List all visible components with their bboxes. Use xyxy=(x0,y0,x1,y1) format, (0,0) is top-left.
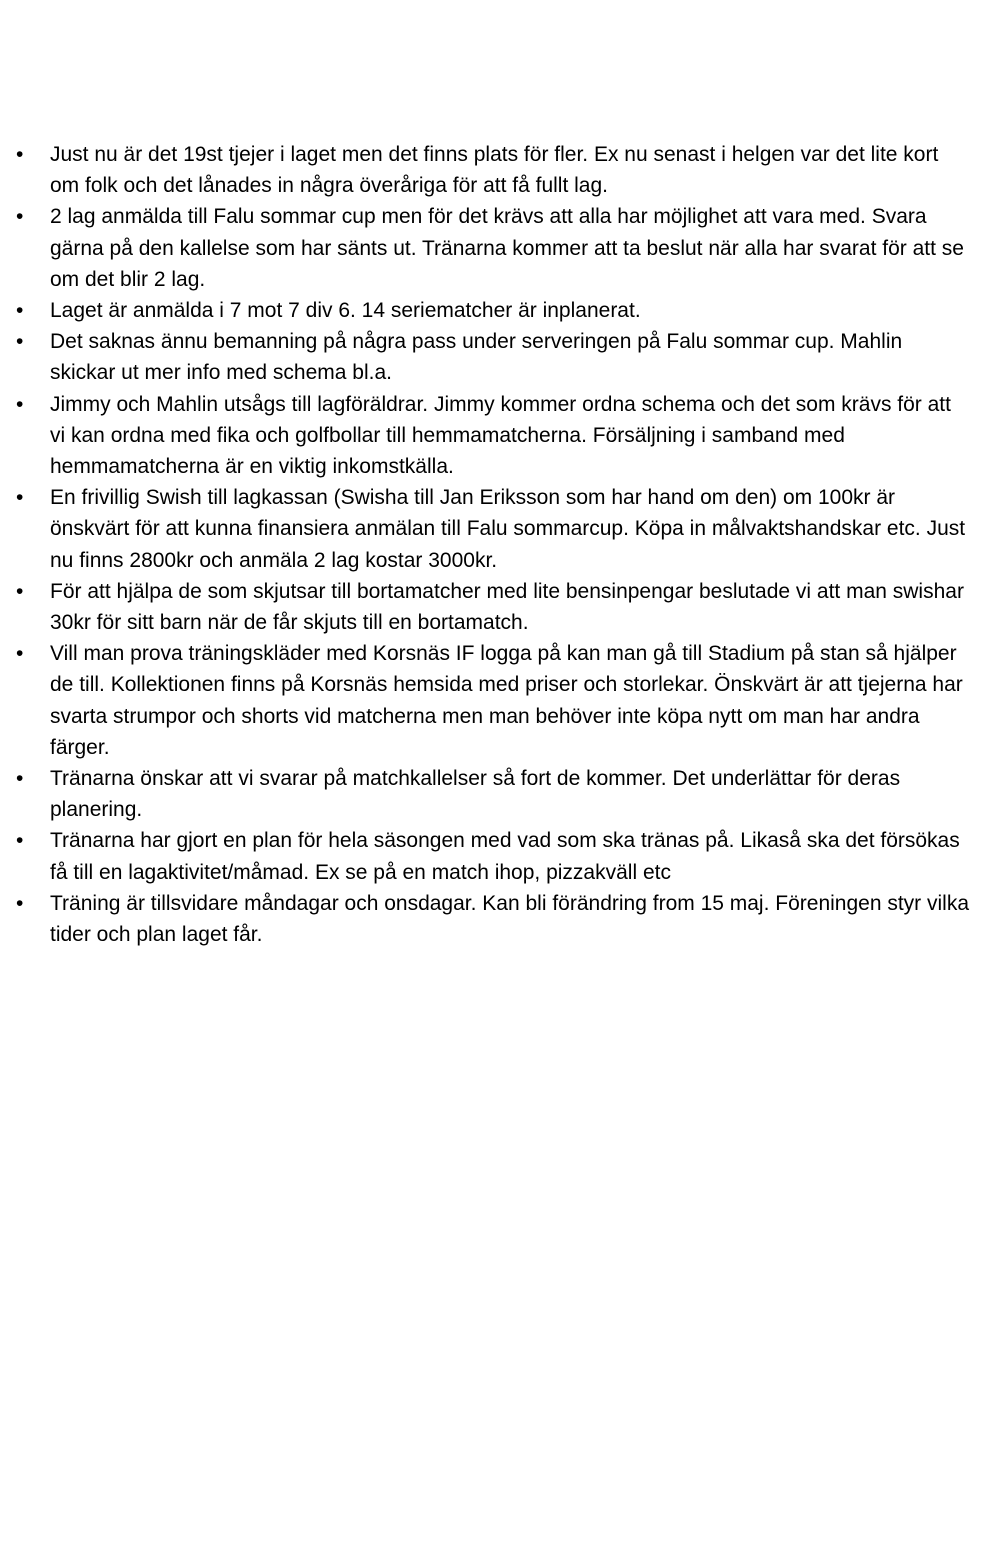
bullet-list xyxy=(0,139,1000,950)
bullet-icon xyxy=(16,389,23,420)
list-item-text: Jimmy och Mahlin utsågs till lagföräldrar. Jimmy kommer ordna schema och det som krävs för att vi kan ordna med fika och golfbollar till hemmamatcherna. Försäljning i samband med hemmamatcherna är en viktig inkomstkälla. xyxy=(50,392,951,479)
list-item-text: Vill man prova träningskläder med Korsnäs IF logga på kan man gå till Stadium på stan så hjälper de till. Kollektionen finns på Korsnäs hemsida med priser och storlekar. Önskvärt är att tjejerna har svarta strumpor och shorts vid matcherna men man behöver inte köpa nytt om man har andra färger. xyxy=(50,642,963,759)
list-item xyxy=(0,638,970,763)
list-item xyxy=(0,482,970,576)
list-item xyxy=(0,326,970,388)
list-item-text: 2 lag anmälda till Falu sommar cup men för det krävs att alla har möjlighet att vara med. Svara gärna på den kallelse som har sänts ut. Tränarna kommer att ta beslut när alla har svarat för att se om det blir 2 lag. xyxy=(50,205,964,291)
list-item xyxy=(0,295,970,326)
bullet-icon xyxy=(16,825,23,856)
list-item xyxy=(0,389,970,483)
bullet-icon xyxy=(16,763,23,794)
list-item xyxy=(0,139,970,201)
bullet-icon xyxy=(16,482,23,513)
bullet-icon xyxy=(16,576,23,607)
list-item xyxy=(0,576,970,638)
list-item-text: En frivillig Swish till lagkassan (Swisha till Jan Eriksson som har hand om den) om 100kr är önskvärt för att kunna finansiera anmälan till Falu sommarcup. Köpa in målvaktshandskar etc. Just nu finns 2800kr och anmäla 2 lag kostar 3000kr. xyxy=(50,486,966,572)
list-item-text: Tränarna önskar att vi svarar på matchkallelser så fort de kommer. Det underlättar för deras planering. xyxy=(50,767,901,822)
list-item-text: För att hjälpa de som skjutsar till bortamatcher med lite bensinpengar beslutade vi att man swishar 30kr för sitt barn när de får skjuts till en bortamatch. xyxy=(50,579,964,635)
bullet-icon xyxy=(16,326,23,357)
bullet-icon xyxy=(16,638,23,669)
list-item-text: Just nu är det 19st tjejer i laget men det finns plats för fler. Ex nu senast i helgen var det lite kort om folk och det lånades in några överåriga för att få fullt lag. xyxy=(50,143,939,198)
list-item xyxy=(0,825,970,887)
list-item xyxy=(0,201,970,295)
bullet-icon xyxy=(16,139,23,170)
bullet-icon xyxy=(16,888,23,919)
bullet-icon xyxy=(16,295,23,326)
list-item-text: Träning är tillsvidare måndagar och onsdagar. Kan bli förändring from 15 maj. Föreningen styr vilka tider och plan laget får. xyxy=(50,891,970,947)
list-item xyxy=(0,763,970,825)
list-item-text: Det saknas ännu bemanning på några pass under serveringen på Falu sommar cup. Mahlin skickar ut mer info med schema bl.a. xyxy=(50,330,903,385)
list-item-text: Laget är anmälda i 7 mot 7 div 6. 14 seriematcher är inplanerat. xyxy=(50,299,641,323)
bullet-icon xyxy=(16,201,23,232)
list-item xyxy=(0,888,970,950)
list-item-text: Tränarna har gjort en plan för hela säsongen med vad som ska tränas på. Likaså ska det försökas få till en lagaktivitet/måmad. Ex se på en match ihop, pizzakväll etc xyxy=(50,829,960,884)
